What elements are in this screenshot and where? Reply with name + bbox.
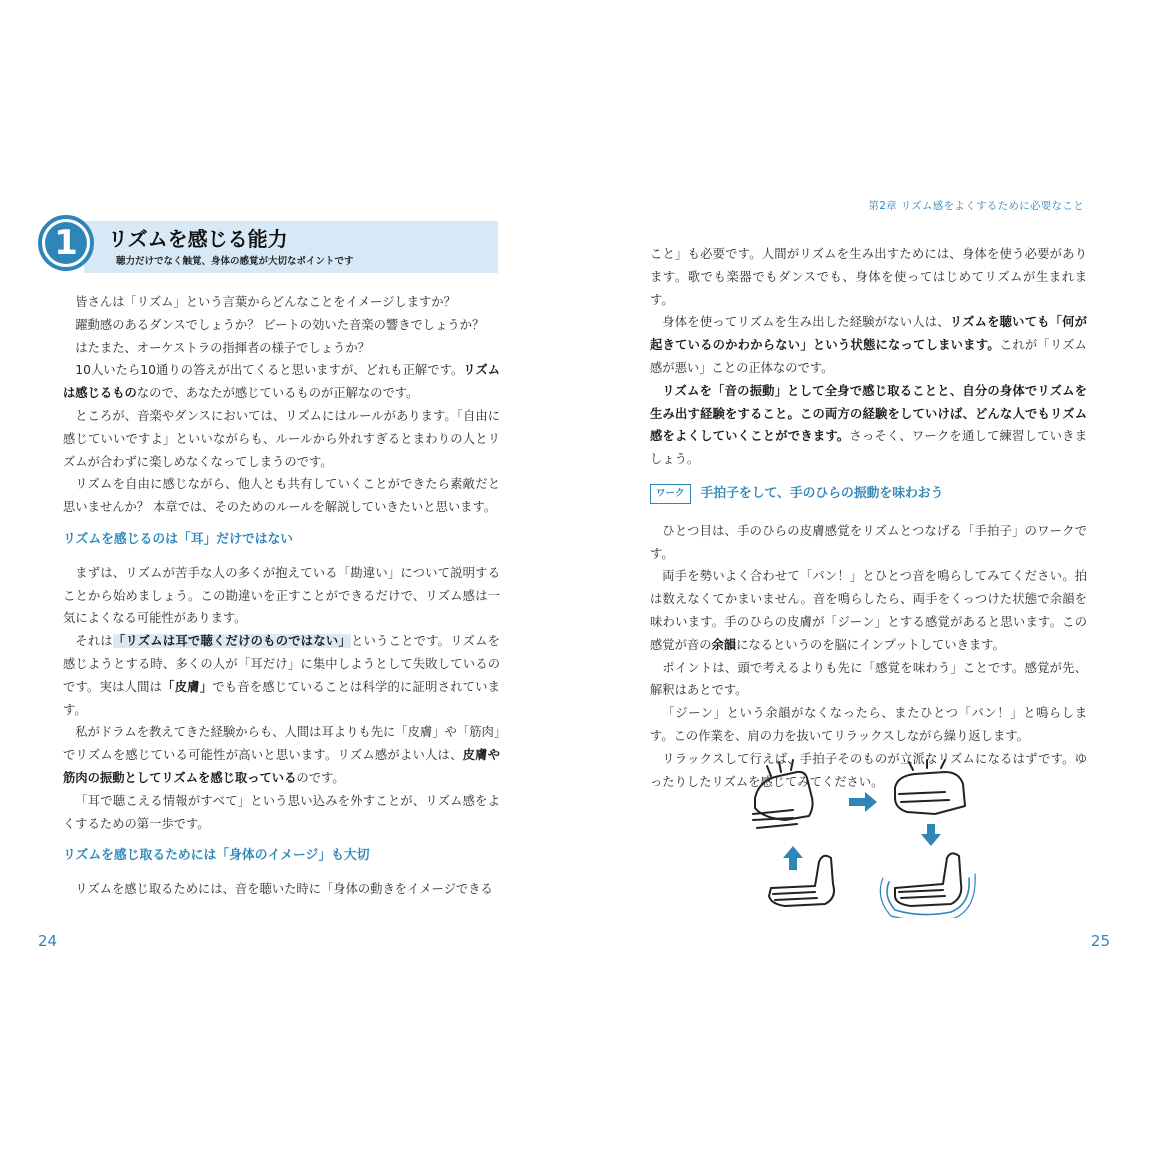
arrow-down-icon bbox=[921, 824, 941, 846]
paragraph: リズムを感じ取るためには、音を聴いた時に「身体の動きをイメージできる bbox=[75, 882, 493, 897]
subheading: リズムを感じ取るためには「身体のイメージ」も大切 bbox=[63, 848, 370, 864]
bold-text: 皮膚や筋肉の振動としてリズムを感じ取っている bbox=[63, 748, 500, 785]
paragraph: 「耳で聴こえる情報がすべて」という思い込みを外すことが、リズム感をよくするための第一歩です。 bbox=[63, 793, 500, 831]
paragraph: 躍動感のあるダンスでしょうか？ ビートの効いた音楽の響きでしょうか？ bbox=[75, 317, 485, 332]
text-run: 両手を勢いよく合わせて「パン！」とひとつ音を鳴らしてみてください。拍は数えなくてかまいません。音を鳴らしたら、両手をくっつけた状態で余韻を味わいます。手のひらの皮膚が「ジーン」とする感覚があると思います。この感覚が音の bbox=[650, 569, 1087, 652]
paragraph: ポイントは、頭で考えるよりも先に「感覚を味わう」ことです。感覚が先、解釈はあとです。 bbox=[650, 660, 1087, 698]
paragraph bbox=[650, 380, 1087, 471]
work-title: 手拍子をして、手のひらの振動を味わおう bbox=[700, 485, 944, 501]
text-run: でも音を感じていることは科学的に証明されています。 bbox=[63, 679, 500, 717]
paragraph: こと」も必要です。人間がリズムを生み出すためには、身体を使う必要があります。歌でも楽器でもダンスでも、身体を使ってはじめてリズムが生まれます。 bbox=[650, 247, 1087, 307]
text-run: なので、あなたが感じているものが正解なのです。 bbox=[136, 386, 419, 401]
text-run: これが「リズム感が悪い」ことの正体なのです。 bbox=[650, 338, 1087, 375]
text-run: 10人いたら10通りの答えが出てくると思いますが、どれも正解です。 bbox=[75, 363, 464, 378]
text-run: 私がドラムを教えてきた経験からも、人間は耳よりも先に「皮膚」や「筋肉」でリズムを感じている可能性が高いと思います。リズム感がよい人は、 bbox=[63, 725, 500, 763]
paragraph: ひとつ目は、手のひらの皮膚感覚をリズムとつなげる「手拍子」のワークです。 bbox=[650, 523, 1087, 561]
paragraph: ところが、音楽やダンスにおいては、リズムにはルールがあります。「自由に感じていいですよ」といいながらも、ルールから外れすぎるとまわりの人とリズムが合わずに楽しめなくなってしまうのです。 bbox=[63, 408, 500, 469]
paragraph: 「ジーン」という余韻がなくなったら、またひとつ「パン！」と鳴らします。この作業を、肩の力を抜いてリラックスしながら繰り返します。 bbox=[650, 706, 1087, 743]
paragraph bbox=[650, 565, 1087, 656]
bold-text: 余韻 bbox=[711, 637, 737, 652]
right-body-text bbox=[650, 243, 1087, 793]
hands-vibration-icon bbox=[880, 853, 975, 918]
running-head: 第2章 リズム感をよくするために必要なこと bbox=[868, 200, 1084, 212]
arrow-up-icon bbox=[783, 846, 803, 870]
text-run: のです。 bbox=[296, 770, 345, 785]
text-run: 身体を使ってリズムを生み出した経験がない人は、 bbox=[662, 315, 950, 330]
page-number: 24 bbox=[38, 932, 58, 950]
text-run: さっそく、ワークを通して練習していきましょう。 bbox=[650, 429, 1087, 467]
section-subtitle: 聴力だけでなく触覚、身体の感覚が大切なポイントです bbox=[116, 256, 354, 267]
text-run: になるというのを脳にインプットしていきます。 bbox=[736, 637, 1005, 652]
left-body-text bbox=[63, 291, 500, 901]
paragraph bbox=[63, 359, 500, 405]
section-number-badge bbox=[38, 215, 94, 271]
hands-open-icon bbox=[753, 760, 813, 828]
hands-clap-icon bbox=[895, 760, 965, 814]
work-badge: ワーク bbox=[650, 484, 691, 504]
page-number: 25 bbox=[1090, 932, 1110, 950]
work-heading bbox=[650, 483, 1087, 506]
text-run: ということです。リズムを感じようとする時、多くの人が「耳だけ」に集中しようとして失敗しているのです。実は人間は bbox=[63, 634, 500, 694]
paragraph: まずは、リズムが苦手な人の多くが抱えている「勘違い」について説明することから始めましょう。この勘違いを正すことができるだけで、リズム感は一気によくなる可能性があります。 bbox=[63, 565, 500, 626]
arrow-right-icon bbox=[849, 792, 877, 812]
paragraph: リラックスして行えば、手拍子そのものが立派なリズムになるはずです。ゆったりしたリズムを感じてみてください。 bbox=[650, 751, 1087, 789]
text-run: それは bbox=[75, 634, 113, 649]
paragraph: リズムを自由に感じながら、他人とも共有していくことができたら素敵だと思いませんか？ 本章では、そのためのルールを解説していきたいと思います。 bbox=[63, 477, 500, 515]
clapping-hands-illustration bbox=[745, 758, 985, 918]
hand-up-icon bbox=[769, 856, 834, 906]
paragraph: 皆さんは「リズム」という言葉からどんなことをイメージしますか？ bbox=[75, 295, 456, 309]
bold-text: リズムを聴いても「何が起きているのかわからない」という状態になってしまいます。 bbox=[650, 315, 1087, 353]
bold-text: リズムを「音の振動」として全身で感じ取ることと、自分の身体でリズムを生み出す経験をすること。この両方の経験をしていけば、どんな人でもリズム感をよくしていくことができます。 bbox=[650, 383, 1087, 444]
paragraph bbox=[63, 630, 500, 721]
paragraph bbox=[63, 721, 500, 789]
highlighted-text: 「リズムは耳で聴くだけのものではない」 bbox=[112, 634, 351, 649]
section-number: 1 bbox=[45, 222, 87, 264]
paragraph bbox=[650, 311, 1087, 379]
subheading: リズムを感じるのは「耳」だけではない bbox=[63, 531, 294, 547]
paragraph: はたまた、オーケストラの指揮者の様子でしょうか？ bbox=[75, 340, 370, 355]
section-title: リズムを感じる能力 bbox=[108, 227, 288, 251]
bold-text: リズムは感じるもの bbox=[63, 363, 500, 401]
bold-text: 「皮膚」 bbox=[162, 679, 213, 694]
section-header bbox=[38, 215, 498, 275]
